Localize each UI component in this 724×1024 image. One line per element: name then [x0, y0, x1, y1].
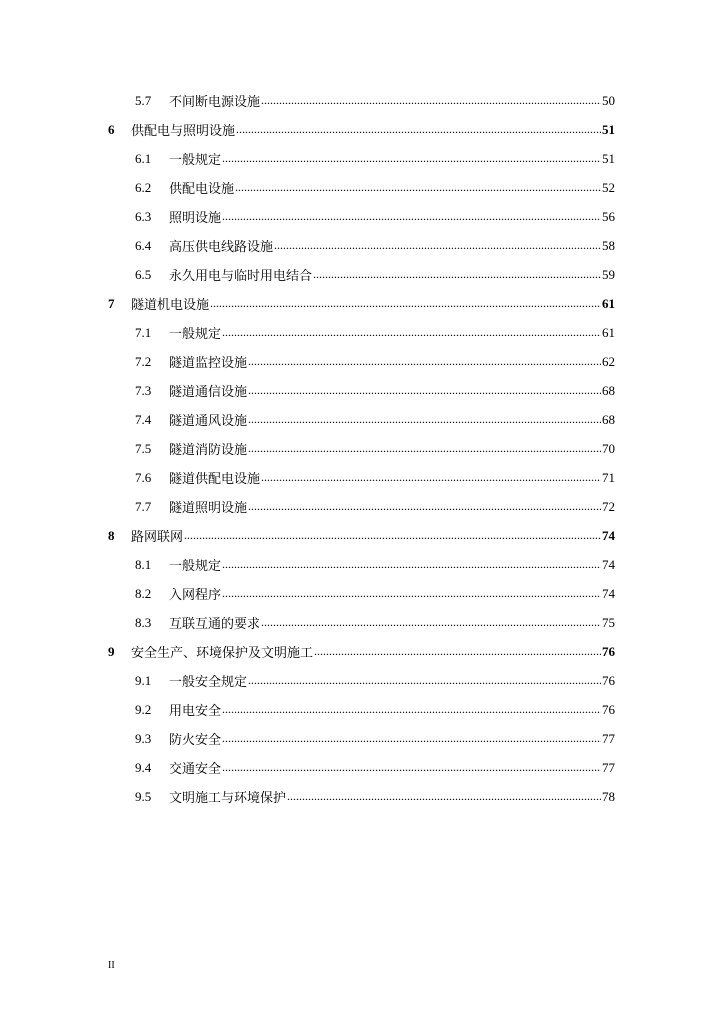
- toc-entry-number: 6.2: [135, 179, 152, 195]
- toc-chapter-entry[interactable]: [108, 637, 615, 666]
- toc-entry-page-number: 72: [602, 498, 615, 514]
- toc-dot-leader: [248, 354, 601, 369]
- toc-section-entry[interactable]: [108, 202, 615, 231]
- toc-entry-page-number: 70: [602, 440, 615, 456]
- toc-entry-title: 隧道照明设施: [169, 501, 248, 516]
- toc-entry-page-number: 58: [602, 237, 615, 253]
- toc-entry-title: 防火安全: [169, 733, 222, 748]
- toc-entry-title: 用电安全: [169, 704, 222, 719]
- toc-entry-title: 隧道供配电设施: [169, 472, 261, 487]
- toc-entry-title: 供配电与照明设施: [131, 124, 236, 139]
- toc-entry-number: 6.5: [135, 266, 152, 282]
- toc-entry-number: 7: [108, 295, 115, 311]
- toc-section-entry[interactable]: [108, 782, 615, 811]
- toc-chapter-entry[interactable]: [108, 521, 615, 550]
- toc-entry-page-number: 62: [602, 353, 615, 369]
- toc-entry-page-number: 74: [602, 585, 615, 601]
- toc-dot-leader: [248, 441, 601, 456]
- toc-entry-number: 6.1: [135, 150, 152, 166]
- toc-entry-number: 8.3: [135, 614, 152, 630]
- toc-section-entry[interactable]: [108, 666, 615, 695]
- toc-section-entry[interactable]: [108, 231, 615, 260]
- toc-entry-number: 9.5: [135, 788, 152, 804]
- toc-entry-title: 路网联网: [131, 530, 184, 545]
- toc-entry-page-number: 52: [602, 179, 615, 195]
- toc-entry-page-number: 76: [602, 701, 615, 717]
- toc-dot-leader: [314, 644, 601, 659]
- toc-section-entry[interactable]: [108, 753, 615, 782]
- toc-entry-number: 7.5: [135, 440, 152, 456]
- toc-entry-title: 隧道通风设施: [169, 414, 248, 429]
- toc-entry-number: 8.1: [135, 556, 152, 572]
- toc-entry-number: 7.4: [135, 411, 152, 427]
- toc-dot-leader: [222, 209, 601, 224]
- toc-entry-number: 7.6: [135, 469, 152, 485]
- toc-dot-leader: [184, 528, 601, 543]
- toc-entry-title: 互联互通的要求: [169, 617, 261, 632]
- toc-chapter-entry[interactable]: [108, 289, 615, 318]
- toc-entry-number: 6: [108, 121, 115, 137]
- toc-section-entry[interactable]: [108, 144, 615, 173]
- toc-entry-page-number: 76: [602, 643, 615, 659]
- toc-section-entry[interactable]: [108, 434, 615, 463]
- toc-dot-leader: [248, 383, 601, 398]
- toc-dot-leader: [210, 296, 601, 311]
- toc-entry-page-number: 76: [602, 672, 615, 688]
- page-number-footer: II: [108, 960, 115, 971]
- toc-entry-number: 6.4: [135, 237, 152, 253]
- toc-section-entry[interactable]: [108, 463, 615, 492]
- toc-section-entry[interactable]: [108, 405, 615, 434]
- toc-entry-page-number: 50: [602, 92, 615, 108]
- toc-entry-title: 入网程序: [169, 588, 222, 603]
- toc-entry-number: 9: [108, 643, 115, 659]
- toc-entry-title: 隧道监控设施: [169, 356, 248, 371]
- toc-entry-title: 隧道消防设施: [169, 443, 248, 458]
- toc-entry-number: 5.7: [135, 92, 152, 108]
- toc-dot-leader: [248, 499, 601, 514]
- toc-entry-number: 7.1: [135, 324, 152, 340]
- toc-dot-leader: [261, 470, 601, 485]
- toc-chapter-entry[interactable]: [108, 115, 615, 144]
- toc-entry-title: 不间断电源设施: [169, 95, 261, 110]
- toc-entry-page-number: 74: [602, 527, 615, 543]
- toc-dot-leader: [222, 731, 601, 746]
- toc-entry-number: 8: [108, 527, 115, 543]
- toc-entry-title: 高压供电线路设施: [169, 240, 274, 255]
- toc-entry-page-number: 75: [602, 614, 615, 630]
- toc-entry-title: 永久用电与临时用电结合: [169, 269, 313, 284]
- toc-entry-title: 一般规定: [169, 559, 222, 574]
- toc-entry-page-number: 56: [602, 208, 615, 224]
- toc-entry-page-number: 68: [602, 382, 615, 398]
- toc-entry-title: 照明设施: [169, 211, 222, 226]
- toc-dot-leader: [222, 702, 601, 717]
- toc-dot-leader: [261, 93, 601, 108]
- toc-section-entry[interactable]: [108, 173, 615, 202]
- toc-dot-leader: [313, 267, 601, 282]
- toc-dot-leader: [236, 122, 601, 137]
- toc-entry-page-number: 51: [602, 121, 615, 137]
- toc-section-entry[interactable]: [108, 347, 615, 376]
- toc-section-entry[interactable]: [108, 550, 615, 579]
- toc-entry-title: 交通安全: [169, 762, 222, 777]
- toc-entry-page-number: 71: [602, 469, 615, 485]
- toc-entry-title: 一般安全规定: [169, 675, 248, 690]
- toc-entry-number: 8.2: [135, 585, 152, 601]
- toc-entry-number: 7.3: [135, 382, 152, 398]
- toc-entry-page-number: 77: [602, 730, 615, 746]
- toc-entry-title: 安全生产、环境保护及文明施工: [131, 646, 314, 661]
- toc-entry-number: 9.1: [135, 672, 152, 688]
- toc-section-entry[interactable]: [108, 260, 615, 289]
- toc-entry-title: 一般规定: [169, 153, 222, 168]
- toc-section-entry[interactable]: [108, 492, 615, 521]
- toc-entry-page-number: 61: [602, 295, 615, 311]
- toc-section-entry[interactable]: [108, 579, 615, 608]
- toc-entry-page-number: 51: [602, 150, 615, 166]
- toc-entry-number: 7.2: [135, 353, 152, 369]
- toc-dot-leader: [274, 238, 601, 253]
- toc-dot-leader: [222, 325, 601, 340]
- toc-dot-leader: [287, 789, 601, 804]
- toc-entry-number: 9.3: [135, 730, 152, 746]
- toc-entry-page-number: 68: [602, 411, 615, 427]
- toc-dot-leader: [222, 760, 601, 775]
- toc-dot-leader: [222, 586, 601, 601]
- toc-section-entry[interactable]: [108, 695, 615, 724]
- toc-entry-title: 文明施工与环境保护: [169, 791, 287, 806]
- toc-entry-number: 7.7: [135, 498, 152, 514]
- toc-section-entry[interactable]: [108, 608, 615, 637]
- toc-entry-title: 供配电设施: [169, 182, 235, 197]
- toc-section-entry[interactable]: [108, 724, 615, 753]
- toc-dot-leader: [235, 180, 601, 195]
- toc-dot-leader: [222, 151, 601, 166]
- table-of-contents: [108, 86, 615, 811]
- toc-entry-title: 一般规定: [169, 327, 222, 342]
- toc-entry-page-number: 78: [602, 788, 615, 804]
- toc-entry-title: 隧道通信设施: [169, 385, 248, 400]
- toc-dot-leader: [248, 412, 601, 427]
- toc-entry-page-number: 61: [602, 324, 615, 340]
- toc-entry-page-number: 77: [602, 759, 615, 775]
- toc-entry-title: 隧道机电设施: [131, 298, 210, 313]
- toc-section-entry[interactable]: [108, 86, 615, 115]
- toc-dot-leader: [222, 557, 601, 572]
- toc-entry-number: 9.4: [135, 759, 152, 775]
- toc-dot-leader: [248, 673, 601, 688]
- toc-entry-number: 6.3: [135, 208, 152, 224]
- toc-section-entry[interactable]: [108, 376, 615, 405]
- toc-entry-page-number: 74: [602, 556, 615, 572]
- toc-dot-leader: [261, 615, 601, 630]
- toc-entry-page-number: 59: [602, 266, 615, 282]
- toc-section-entry[interactable]: [108, 318, 615, 347]
- toc-entry-number: 9.2: [135, 701, 152, 717]
